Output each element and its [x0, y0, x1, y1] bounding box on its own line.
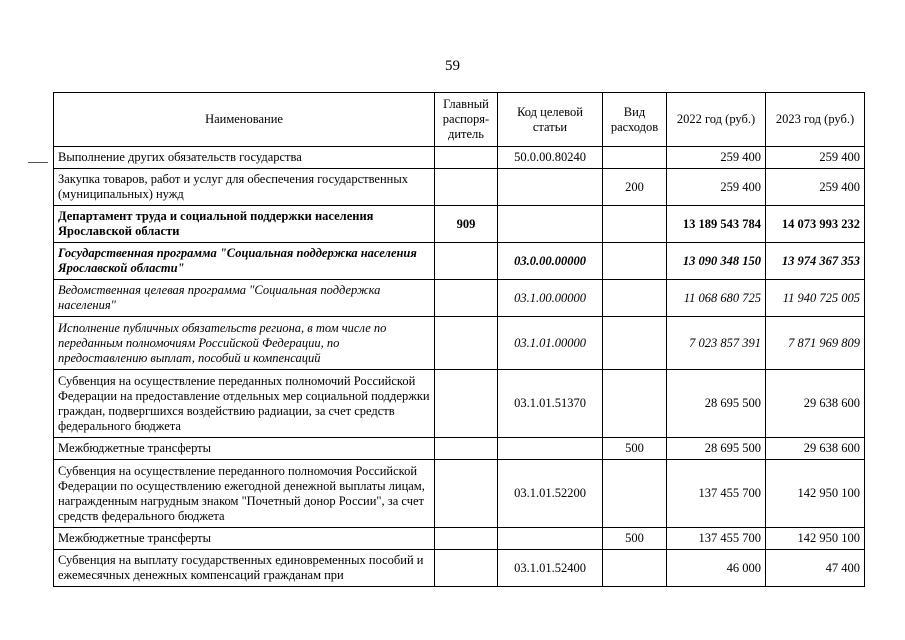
- table-row: [54, 280, 865, 317]
- row-code: 03.0.00.00000: [498, 243, 603, 280]
- table-row: [54, 528, 865, 550]
- row-2023: 259 400: [766, 169, 865, 206]
- row-type: 500: [603, 528, 667, 550]
- row-2022: 7 023 857 391: [667, 317, 766, 370]
- header-expense-type: Вид расходов: [603, 93, 667, 147]
- row-code: [498, 528, 603, 550]
- table-row: [54, 460, 865, 528]
- row-2023: 7 871 969 809: [766, 317, 865, 370]
- row-code: 03.1.01.52200: [498, 460, 603, 528]
- row-admin: [435, 370, 498, 438]
- row-name: Субвенция на осуществление переданных полномочий Российской Федерации на предоставление отдельных мер социальной поддержки граждан, подвергшихся воздействию радиации, за счет средств федерального бюджета: [54, 370, 435, 438]
- row-type: [603, 370, 667, 438]
- row-admin: [435, 147, 498, 169]
- row-type: [603, 243, 667, 280]
- header-year-2023: 2023 год (руб.): [766, 93, 865, 147]
- table-row: [54, 438, 865, 460]
- row-code: 03.1.01.51370: [498, 370, 603, 438]
- row-admin: [435, 280, 498, 317]
- row-2023: 259 400: [766, 147, 865, 169]
- table-row: [54, 550, 865, 587]
- row-2022: 259 400: [667, 147, 766, 169]
- row-code: [498, 169, 603, 206]
- row-2023: 142 950 100: [766, 460, 865, 528]
- table-row: [54, 169, 865, 206]
- row-name: Выполнение других обязательств государства: [54, 147, 435, 169]
- row-2022: 28 695 500: [667, 370, 766, 438]
- table-header-row: [54, 93, 865, 147]
- row-2023: 29 638 600: [766, 438, 865, 460]
- row-2022: 46 000: [667, 550, 766, 587]
- header-name: Наименование: [54, 93, 435, 147]
- margin-mark: [28, 162, 48, 163]
- row-type: 500: [603, 438, 667, 460]
- row-admin: [435, 169, 498, 206]
- row-2023: 11 940 725 005: [766, 280, 865, 317]
- row-2022: 28 695 500: [667, 438, 766, 460]
- row-2023: 14 073 993 232: [766, 206, 865, 243]
- row-type: [603, 147, 667, 169]
- row-admin: [435, 528, 498, 550]
- row-2022: 259 400: [667, 169, 766, 206]
- table-row: [54, 370, 865, 438]
- row-admin: [435, 438, 498, 460]
- row-type: [603, 317, 667, 370]
- row-2022: 137 455 700: [667, 460, 766, 528]
- row-code: 03.1.01.52400: [498, 550, 603, 587]
- row-name: Субвенция на осуществление переданного полномочия Российской Федерации по осуществлению ежегодной денежной выплаты лицам, награжденным нагрудным знаком "Почетный донор России", за счет средств федерального бюджета: [54, 460, 435, 528]
- header-main-admin: Главный распоря-дитель: [435, 93, 498, 147]
- row-code: 03.1.00.00000: [498, 280, 603, 317]
- header-target-code: Код целевой статьи: [498, 93, 603, 147]
- row-2023: 142 950 100: [766, 528, 865, 550]
- row-name: Межбюджетные трансферты: [54, 438, 435, 460]
- table-row: [54, 317, 865, 370]
- row-type: [603, 460, 667, 528]
- table-row: [54, 206, 865, 243]
- page-number: 59: [445, 58, 460, 74]
- row-code: 50.0.00.80240: [498, 147, 603, 169]
- row-2023: 29 638 600: [766, 370, 865, 438]
- row-type: 200: [603, 169, 667, 206]
- row-name: Исполнение публичных обязательств региона, в том числе по переданным полномочиям Российской Федерации, по предоставлению выплат, пособий и компенсаций: [54, 317, 435, 370]
- row-2022: 13 189 543 784: [667, 206, 766, 243]
- row-admin: [435, 317, 498, 370]
- budget-table: [53, 92, 865, 587]
- row-2023: 47 400: [766, 550, 865, 587]
- row-2022: 13 090 348 150: [667, 243, 766, 280]
- header-year-2022: 2022 год (руб.): [667, 93, 766, 147]
- row-type: [603, 206, 667, 243]
- row-2023: 13 974 367 353: [766, 243, 865, 280]
- table-row: [54, 243, 865, 280]
- row-2022: 11 068 680 725: [667, 280, 766, 317]
- row-name: Закупка товаров, работ и услуг для обеспечения государственных (муниципальных) нужд: [54, 169, 435, 206]
- row-type: [603, 550, 667, 587]
- table-row: [54, 147, 865, 169]
- row-admin: [435, 243, 498, 280]
- row-name: Межбюджетные трансферты: [54, 528, 435, 550]
- row-admin: [435, 460, 498, 528]
- row-admin: [435, 550, 498, 587]
- row-code: 03.1.01.00000: [498, 317, 603, 370]
- row-name: Ведомственная целевая программа "Социальная поддержка населения": [54, 280, 435, 317]
- row-2022: 137 455 700: [667, 528, 766, 550]
- row-name: Государственная программа "Социальная поддержка населения Ярославской области": [54, 243, 435, 280]
- row-admin: 909: [435, 206, 498, 243]
- row-code: [498, 206, 603, 243]
- row-name: Департамент труда и социальной поддержки населения Ярославской области: [54, 206, 435, 243]
- row-code: [498, 438, 603, 460]
- row-name: Субвенция на выплату государственных единовременных пособий и ежемесячных денежных компенсаций гражданам при: [54, 550, 435, 587]
- row-type: [603, 280, 667, 317]
